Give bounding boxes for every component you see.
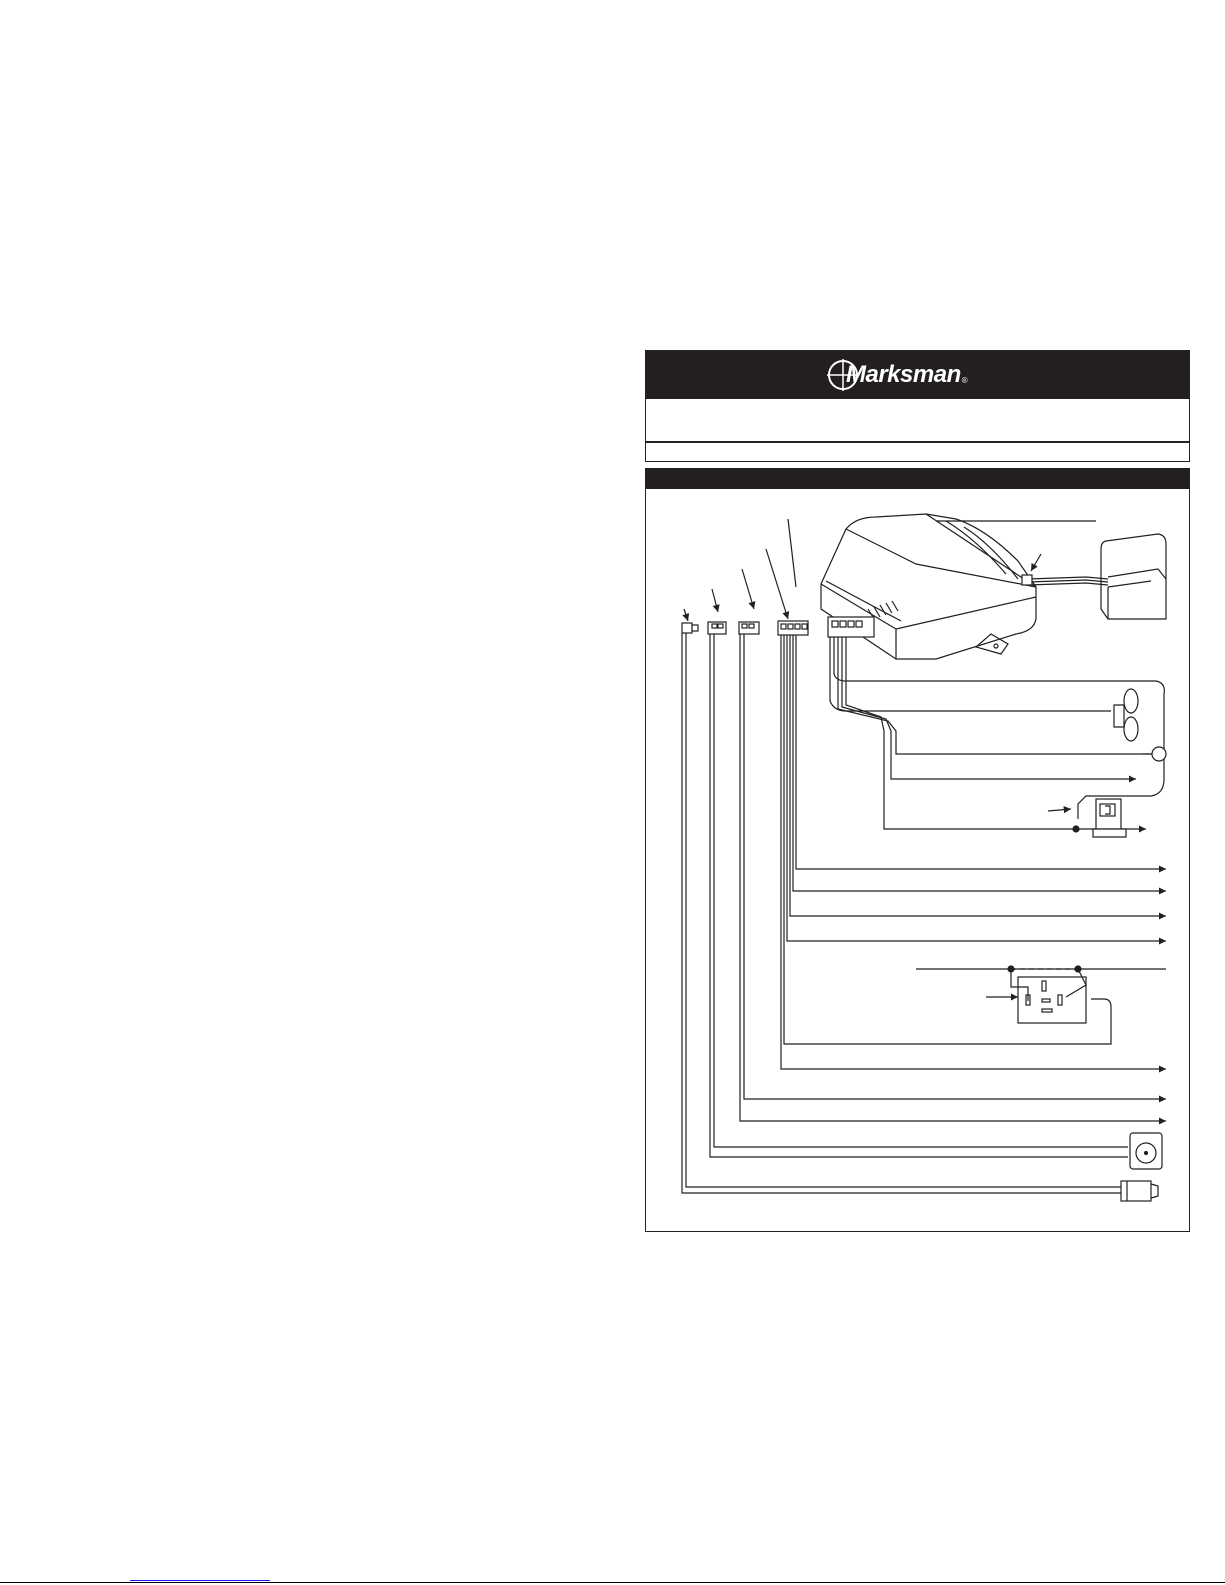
relay-icon — [916, 966, 1166, 1023]
header-divider — [646, 441, 1189, 443]
valet-switch-icon — [1130, 1133, 1162, 1169]
hood-pin-icon — [1121, 1181, 1158, 1201]
connector-3 — [739, 622, 759, 634]
connector-5 — [828, 617, 874, 637]
wire-led — [838, 637, 1151, 754]
brand-name: Marksman — [846, 361, 961, 388]
registered-mark: ® — [961, 375, 968, 385]
shock-sensor-icon — [1093, 799, 1126, 837]
wiring-diagram — [646, 469, 1190, 1232]
connector-4 — [778, 621, 808, 635]
led-icon — [1143, 747, 1166, 761]
wiring-diagram-panel — [645, 468, 1190, 1232]
brand-logo — [826, 357, 968, 393]
header-panel — [645, 350, 1190, 462]
connector-1 — [682, 623, 698, 633]
footer-link-underline[interactable] — [130, 1580, 270, 1581]
footer-rule — [0, 1582, 1225, 1583]
header-bar — [646, 351, 1189, 399]
connector-2 — [708, 622, 726, 634]
antenna-module-icon — [1022, 534, 1166, 619]
siren-icon — [1114, 689, 1138, 741]
